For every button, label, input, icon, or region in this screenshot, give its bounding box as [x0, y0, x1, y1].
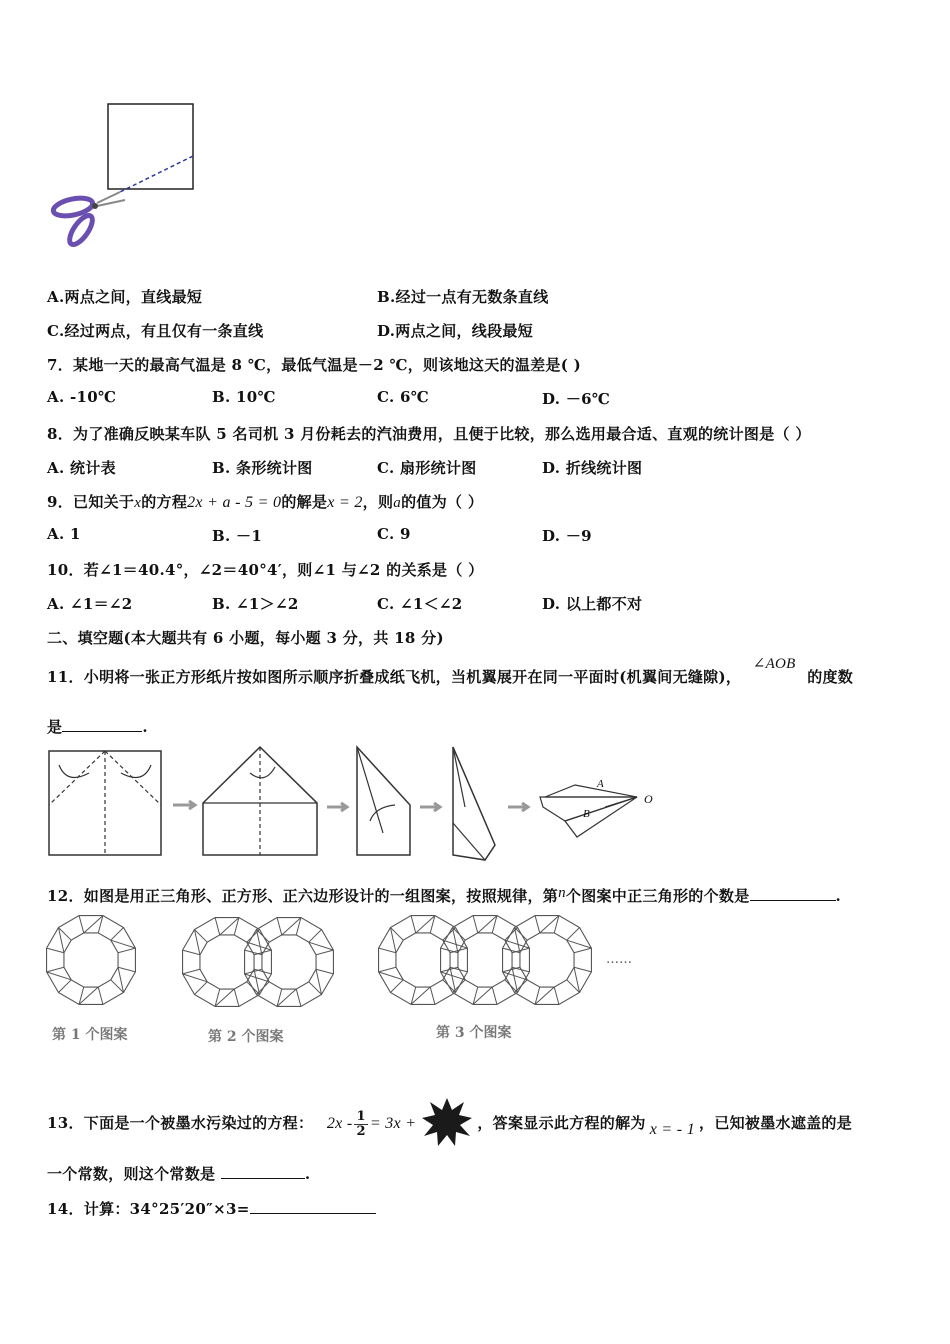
q8-option-b[interactable]: B. 条形统计图	[212, 459, 313, 477]
pattern-caption-2: 第 2 个图案	[208, 1029, 284, 1045]
q6-option-b[interactable]: B.经过一点有无数条直线	[377, 288, 549, 306]
q13-answer-blank[interactable]	[221, 1164, 305, 1179]
q10-option-c[interactable]: C. ∠1＜∠2	[377, 595, 463, 613]
q11-stem-cont: 是 .	[47, 718, 148, 736]
q9-solution: x = 2	[327, 494, 363, 511]
q8-option-a[interactable]: A. 统计表	[47, 459, 116, 477]
q9-option-d[interactable]: D. －9	[542, 527, 592, 545]
q14-stem: 14．计算：34°25′20″×3=	[47, 1198, 376, 1219]
q11-stem: 11．小明将一张正方形纸片按如图所示顺序折叠成纸飞机，当机翼展开在同一平面时(机翼间无缝隙)， ∠AOB 的度数	[47, 656, 854, 686]
q11-angle: ∠AOB	[752, 656, 796, 672]
plane-label-a: A	[597, 778, 604, 790]
plane-label-o: O	[644, 792, 653, 806]
scissors-square-figure	[45, 100, 205, 250]
q9-var-x: x	[134, 495, 142, 511]
q12-var-n: n	[558, 885, 566, 901]
q8-option-c[interactable]: C. 扇形统计图	[377, 459, 477, 477]
q9-option-a[interactable]: A. 1	[47, 525, 81, 543]
paper-plane-folding-figure	[45, 745, 665, 860]
q6-option-a[interactable]: A.两点之间，直线最短	[47, 288, 203, 306]
q14-answer-blank[interactable]	[250, 1199, 376, 1214]
q10-option-b[interactable]: B. ∠1＞∠2	[212, 595, 299, 613]
q6-option-d[interactable]: D.两点之间，线段最短	[377, 322, 533, 340]
q8-option-d[interactable]: D. 折线统计图	[542, 459, 643, 477]
q7-option-d[interactable]: D. －6℃	[542, 390, 611, 408]
q9-equation: 2x + a - 5 = 0	[187, 494, 282, 511]
ink-blot-icon	[422, 1098, 472, 1146]
pattern-1-ring	[47, 916, 136, 1005]
pattern-caption-3: 第 3 个图案	[436, 1025, 512, 1041]
q13-eq-left: 2x -	[326, 1115, 353, 1132]
q10-option-d[interactable]: D. 以上都不对	[542, 595, 643, 613]
pattern-3-ring-3	[503, 916, 592, 1005]
q10-option-a[interactable]: A. ∠1＝∠2	[47, 595, 133, 613]
plane-label-b: B	[583, 808, 590, 820]
q7-option-c[interactable]: C. 6℃	[377, 388, 430, 406]
tile-pattern-figure	[45, 912, 665, 1012]
section-2-title: 二、填空题(本大题共有 6 小题，每小题 3 分，共 18 分)	[47, 629, 444, 647]
q7-stem: 7．某地一天的最高气温是 8 ℃，最低气温是－2 ℃，则该地这天的温差是( )	[47, 356, 582, 374]
q11-answer-blank[interactable]	[62, 717, 142, 732]
q9-var-a: a	[393, 495, 402, 511]
q8-stem: 8．为了准确反映某车队 5 名司机 3 月份耗去的汽油费用，且便于比较，那么选用最合适、直观的统计图是（ ）	[47, 425, 811, 443]
pattern-caption-1: 第 1 个图案	[52, 1027, 128, 1043]
pattern-ellipsis: ……	[606, 952, 632, 967]
q9-option-c[interactable]: C. 9	[377, 525, 411, 543]
q9-option-b[interactable]: B. －1	[212, 527, 263, 545]
q10-stem: 10．若∠1＝40.4°，∠2＝40°4′，则∠1 与∠2 的关系是（ ）	[47, 561, 484, 579]
q13-solution: x = - 1	[649, 1121, 696, 1138]
q9-stem: 9．已知关于x的方程2x + a - 5 = 0的解是x = 2，则a的值为（ ）	[47, 493, 484, 511]
q13-eq-right: = 3x +	[369, 1115, 417, 1132]
q6-option-c[interactable]: C.经过两点，有且仅有一条直线	[47, 322, 264, 340]
pattern-2-ring-2	[245, 918, 334, 1007]
q12-stem: 12．如图是用正三角形、正方形、正六边形设计的一组图案，按照规律，第n个图案中正三角形的个数是 .	[47, 885, 842, 905]
q7-option-a[interactable]: A. -10℃	[47, 388, 117, 406]
q13-stem: 13．下面是一个被墨水污染过的方程： 2x - $\frac{1}{2}$ = 3x + ，答案显示此方程的解为 x = - 1 ，已知被墨水遮盖的是	[47, 1100, 852, 1148]
q13-fraction: $\frac{1}{2}$	[356, 1108, 366, 1139]
q7-option-b[interactable]: B. 10℃	[212, 388, 276, 406]
q13-stem-cont: 一个常数，则这个常数是 .	[47, 1165, 311, 1183]
q12-answer-blank[interactable]	[750, 886, 836, 901]
